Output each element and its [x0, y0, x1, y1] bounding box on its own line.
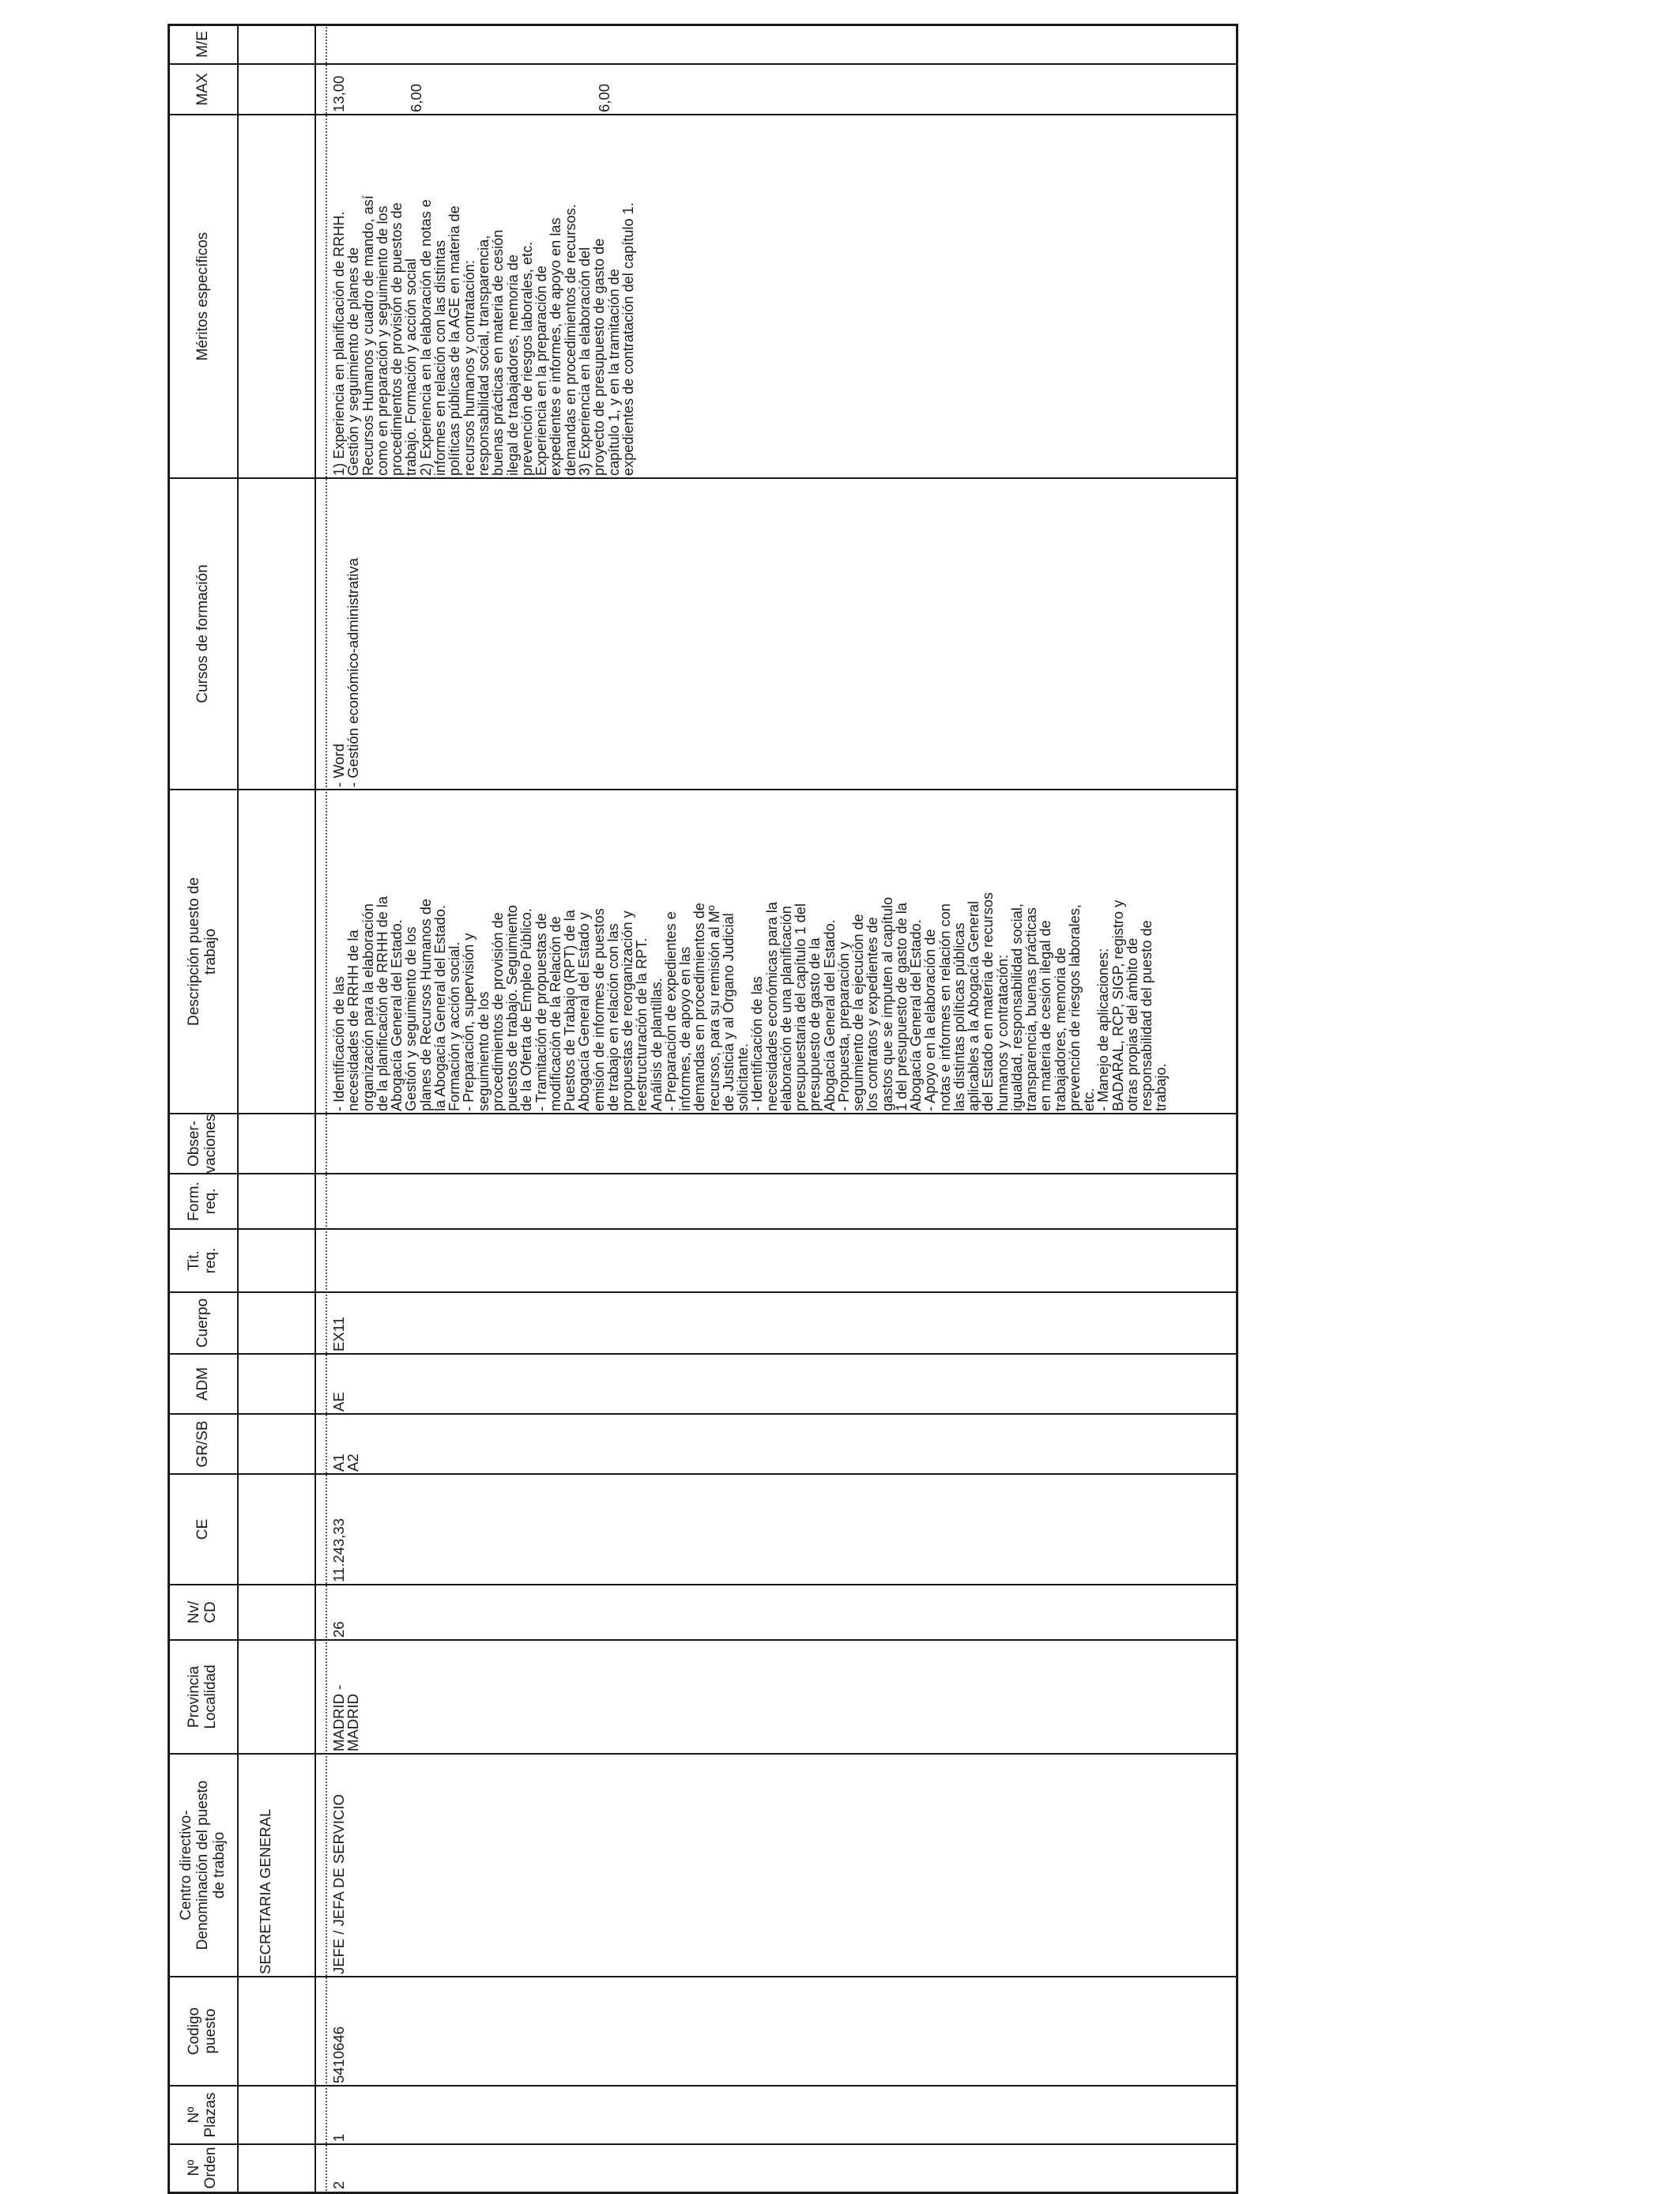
cell-provincia: MADRID - MADRID	[330, 1684, 362, 1751]
header-codigo-line-1: Codigo	[186, 2007, 202, 2056]
col-sep-16	[168, 114, 1237, 115]
header-adm-label: ADM	[194, 1367, 211, 1401]
header-obs-line-1: Obser-	[186, 1120, 202, 1167]
header-form-line-1: Form.	[186, 1182, 202, 1221]
header-cuerpo	[168, 1293, 237, 1353]
header-form	[168, 1174, 237, 1228]
cell-plazas: 1	[330, 2133, 347, 2142]
header-max-label: MAX	[194, 73, 211, 106]
header-tit	[168, 1230, 237, 1291]
header-centro	[168, 1755, 237, 1976]
section-title: SECRETARIA GENERAL	[257, 1808, 273, 1974]
cell-max-1: 13,00	[330, 75, 347, 112]
cell-codigo: 5410646	[330, 2026, 347, 2083]
cell-max-2: 6,00	[408, 83, 424, 112]
cell-meritos: 1) Experiencia en planificación de RRHH. Gestión y seguimiento de planes de Recursos Humanos y cuadro de mando, así como en preparación y seguimiento de los procedimientos de provisión de puestos de trabajo. Formación y acción social 2) Experiencia en la elaboración de notas e informes en relación con las distintas políticas públicas de la AGE en materia de recursos humanos y contratación: responsabilidad social, transparencia, buenas prácticas en materia de cesión ilegal de trabajadores, memoria de prevención de riesgos laborales, etc. Experiencia en la preparación de expedientes e informes, de apoyo en las demandas en procedimientos de recursos. 3) Experiencia en la elaboración del proyecto de presupuesto de gasto de capítulo 1, y en la tramitación de expedientes de contratación del capítulo 1.	[331, 195, 636, 476]
header-obs-line-2: vaciones	[202, 1114, 219, 1174]
job-listing-table	[168, 24, 1237, 2194]
cell-max-3: 6,00	[596, 83, 612, 112]
header-meritos	[168, 115, 237, 477]
header-tit-line-2: req.	[202, 1247, 219, 1274]
header-form-line-2: req.	[202, 1188, 219, 1215]
col-sep-1	[168, 2143, 1237, 2145]
col-sep-17	[168, 63, 1237, 65]
row-dotted-separator	[326, 24, 327, 2194]
header-max	[168, 65, 237, 114]
col-sep-13	[168, 1113, 1237, 1114]
header-nivel-line-1: Nv/	[186, 1600, 202, 1624]
header-descripcion-line-2: trabajo	[202, 928, 219, 975]
header-provincia-line-2: Localidad	[202, 1664, 219, 1729]
header-cuerpo-label: Cuerpo	[194, 1298, 211, 1348]
header-provincia-line-1: Provincia	[186, 1665, 202, 1728]
header-grsb-label: GR/SB	[194, 1420, 211, 1468]
header-orden-line-2: Orden	[202, 2147, 219, 2189]
header-codigo-line-2: puesto	[202, 2008, 219, 2054]
col-sep-7	[168, 1473, 1237, 1475]
header-cursos-label: Cursos de formación	[194, 564, 211, 703]
header-separator	[237, 24, 239, 2194]
header-centro-line-3: de trabajo	[210, 1831, 228, 1899]
cell-adm: AE	[330, 1392, 347, 1412]
header-nivel-line-2: CD	[202, 1601, 219, 1623]
cell-cursos: - Word - Gestión económico-administrativa	[330, 558, 362, 787]
cell-ce: 11.243,33	[330, 1518, 347, 1582]
col-sep-8	[168, 1413, 1237, 1415]
header-meritos-label: Méritos específicos	[194, 232, 211, 361]
header-centro-line-2: Denominación del puesto	[194, 1780, 211, 1951]
col-sep-10	[168, 1291, 1237, 1293]
header-descripcion	[168, 790, 237, 1113]
header-adm	[168, 1355, 237, 1413]
header-plazas	[168, 2087, 237, 2143]
header-orden	[168, 2145, 237, 2191]
table-bottom-border	[1236, 24, 1238, 2194]
header-orden-line-1: Nº	[186, 2159, 202, 2177]
cell-cuerpo: EX11	[330, 1317, 347, 1351]
header-me-label: M/E	[194, 31, 211, 58]
col-sep-3	[168, 1976, 1237, 1977]
cell-descripcion: - Identificación de las necesidades de RRHH de la organización para la elaboración de la planificación de RRHH de la Abogacía General del Estado. Gestión y seguimiento de los planes de Recursos Humanos de la Abogacía General del Estado. Formación y acción social. - Preparación, supervisión y seguimiento de los procedimientos de provisión de puestos de trabajo. Seguimiento de la Oferta de Empleo Público. - Tramitación de propuestas de modificación de la Relación de Puestos de Trabajo (RPT) de la Abogacía General del Estado y emisión de informes de puestos de trabajo en relación con las propuestas de reorganización y reestructuración de la RPT. Análisis de plantillas. - Preparación de expedientes e informes, de apoyo en las demandas en procedimientos de recursos, para su remisión al Mº de Justicia y al Órgano Judicial solicitante. - Identificación de las necesidades económicas para la elaboración de una planificación presupuestaria del capítulo 1 del presupuesto de gasto de la Abogacía General del Estado. - Propuesta, preparación y seguimiento de la ejecución de los contratos y expedientes de gastos que se imputen al capítulo 1 del presupuesto de gasto de la Abogacía General del Estado. - Apoyo en la elaboración de notas e informes en relación con las distintas políticas públicas aplicables a la Abogacía General del Estado en materia de recursos humanos y contratación: igualdad, responsabilidad social, transparencia, buenas prácticas en materia de cesión ilegal de trabajadores, memoria de prevención de riesgos laborales, etc. - Manejo de aplicaciones: BADARAL, RCP, SIGP, registro y otras propias del ámbito de responsabilidad del puesto de trabajo.	[331, 892, 1170, 1111]
header-grsb	[168, 1415, 237, 1473]
header-plazas-line-2: Plazas	[202, 2092, 219, 2138]
cell-denominacion: JEFE / JEFA DE SERVICIO	[330, 1794, 347, 1974]
section-separator	[315, 24, 316, 2194]
cell-grsb: A1 A2	[330, 1453, 362, 1472]
header-centro-line-1: Centro directivo-	[177, 1810, 194, 1921]
header-me	[168, 25, 237, 63]
header-ce-label: CE	[194, 1518, 211, 1540]
cell-orden: 2	[330, 2181, 347, 2189]
col-sep-12	[168, 1173, 1237, 1174]
header-codigo	[168, 1977, 237, 2085]
header-provincia	[168, 1641, 237, 1753]
col-sep-11	[168, 1228, 1237, 1230]
header-nivel	[168, 1585, 237, 1639]
header-obs	[168, 1114, 237, 1173]
col-sep-15	[168, 477, 1237, 479]
header-ce	[168, 1475, 237, 1584]
header-cursos	[168, 479, 237, 789]
col-sep-4	[168, 1753, 1237, 1755]
col-sep-5	[168, 1639, 1237, 1641]
header-tit-line-1: Tit.	[186, 1250, 202, 1271]
table-right-border	[168, 24, 1237, 26]
col-sep-2	[168, 2085, 1237, 2087]
header-plazas-line-1: Nº	[186, 2106, 202, 2124]
col-sep-9	[168, 1353, 1237, 1355]
header-descripcion-line-1: Descripción puesto de	[186, 877, 202, 1026]
col-sep-6	[168, 1584, 1237, 1585]
cell-nivel: 26	[330, 1621, 347, 1638]
